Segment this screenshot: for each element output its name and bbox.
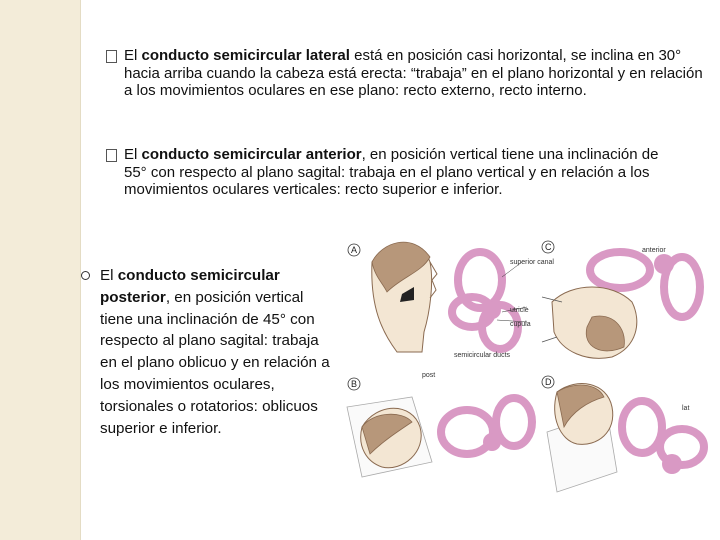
semicircular-canals-illustration xyxy=(342,232,718,532)
body-text: , en posición vertical tiene una inclinación de 45° con respecto al plano sagital: trabaja en el plano oblicuo y en relación a los movimientos oculares, torsionales o rotatorios: oblicuos superior e inferior. xyxy=(100,288,330,437)
bold-term: conducto semicircular anterior xyxy=(141,146,362,163)
panel-label-c: C xyxy=(545,242,552,252)
circle-bullet-icon xyxy=(81,271,90,280)
lead-text: El xyxy=(124,47,142,64)
label-cupula: cupula xyxy=(510,321,531,328)
label-superior-canal: superior canal xyxy=(510,259,554,266)
left-band-divider xyxy=(80,0,81,540)
label-lat: lat xyxy=(682,405,690,412)
paragraph-lateral-canal xyxy=(124,47,714,100)
bullet-icon xyxy=(106,50,117,63)
panel-b xyxy=(347,372,532,477)
label-anterior: anterior xyxy=(642,247,666,254)
bold-term: conducto semicircular posterior xyxy=(100,267,280,306)
bold-term: conducto semicircular lateral xyxy=(141,47,350,64)
body-text: está en posición casi horizontal, se inclina en 30° hacia arriba cuando la cabeza está erecta: “trabaja” en el plano horizontal y en relación a los movimientos oculares en ese plano: recto externo, recto interno. xyxy=(124,47,703,99)
left-decorative-band xyxy=(0,0,80,540)
panel-label-a: A xyxy=(351,245,358,255)
body-text: , en posición vertical tiene una inclinación de 55° con respecto al plano sagital: trabaja en el plano vertical y en relación a los movimientos oculares verticales: recto superior e inferior. xyxy=(124,146,659,198)
bullet-icon xyxy=(106,149,117,162)
panel-a xyxy=(348,242,554,359)
panel-c xyxy=(542,241,700,358)
label-post: post xyxy=(422,372,436,379)
panel-label-d: D xyxy=(545,377,552,387)
lead-text: El xyxy=(124,146,142,163)
label-semicircular-ducts: semicircular ducts xyxy=(454,352,511,359)
paragraph-posterior-canal xyxy=(100,265,330,439)
paragraph-anterior-canal xyxy=(124,146,664,199)
lead-text: El xyxy=(100,267,118,284)
panel-label-b: B xyxy=(351,379,358,389)
panel-d xyxy=(542,376,704,492)
label-utricle: utricle xyxy=(510,307,529,314)
